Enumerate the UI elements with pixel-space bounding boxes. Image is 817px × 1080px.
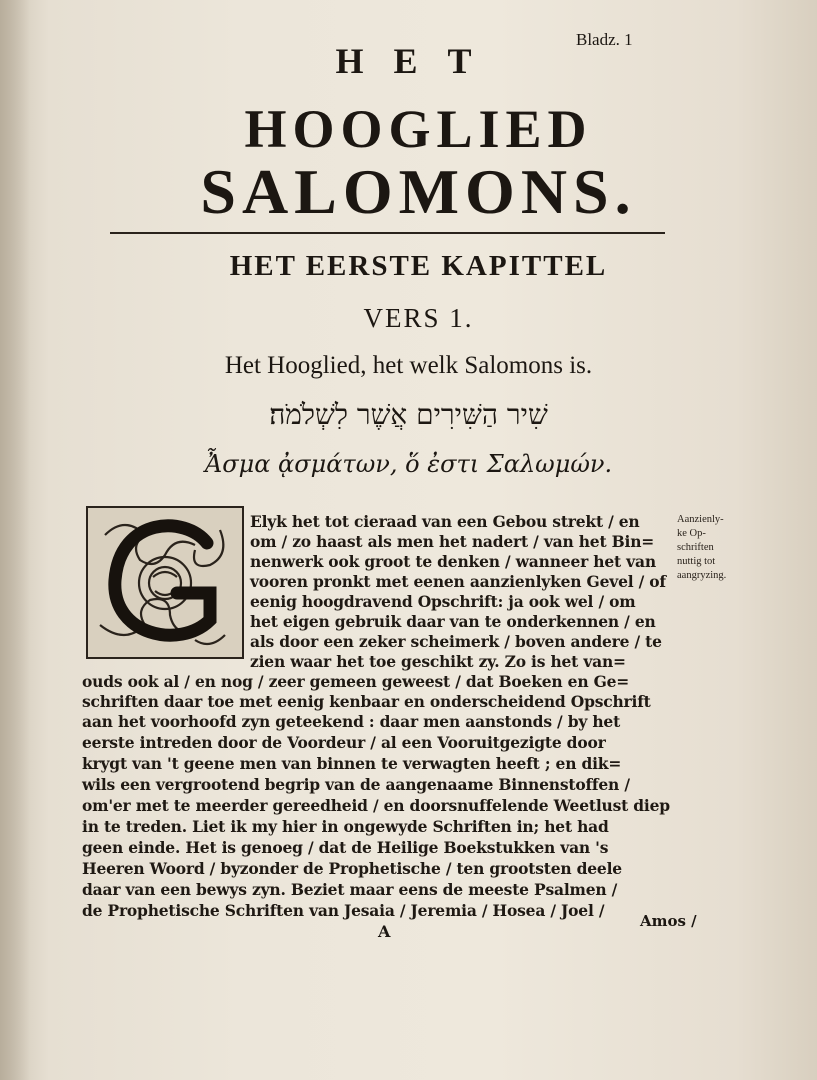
title-hooglied: HOOGLIED	[244, 99, 593, 159]
body-line: daar van een bewys zyn. Beziet maar eens de meeste Psalmen /	[82, 880, 618, 899]
body-line: als door een zeker scheimerk / boven andere / te	[250, 632, 662, 651]
body-line: zien waar het toe geschikt zy. Zo is het van=	[250, 652, 626, 671]
body-line: geen einde. Het is genoeg / dat de Heilige Boekstukken van 's	[82, 838, 609, 857]
signature-mark: A	[378, 922, 391, 941]
margin-note-line: aangryzing.	[677, 570, 727, 581]
body-line: aan het voorhoofd zyn geteekend : daar men aanstonds / by het	[82, 712, 621, 731]
body-line: ouds ook al / en nog / zeer gemeen geweest / dat Boeken en Ge=	[82, 672, 630, 691]
decorated-initial-g-icon	[85, 505, 245, 660]
body-line: eerste intreden door de Voordeur / al een Vooruitgezigte door	[82, 733, 606, 752]
verse-text-dutch: Het Hooglied, het welk Salomons is.	[224, 352, 593, 379]
margin-note-line: nuttig tot	[677, 556, 716, 567]
body-line: nenwerk ook groot te denken / wanneer het van	[250, 552, 656, 571]
body-line: wils een vergrootend begrip van de aangenaame Binnenstoffen /	[82, 775, 630, 794]
body-line: krygt van 't geene men van binnen te verwagten heeft ; en dik=	[82, 754, 622, 773]
margin-note-line: Aanzienly-	[677, 514, 724, 525]
body-line: om / zo haast als men het nadert / van het Bin=	[250, 532, 655, 551]
title-het: HET	[335, 41, 502, 81]
body-line: het eigen gebruik daar van te onderkennen / en	[250, 612, 656, 631]
chapter-heading: HET EERSTE KAPITTEL	[229, 250, 608, 282]
body-line: de Prophetische Schriften van Jesaia / Jeremia / Hosea / Joel /	[82, 901, 605, 920]
margin-note	[677, 513, 767, 583]
title-salomons: SALOMONS.	[200, 156, 637, 227]
verse-text-greek: Ἆσμα ᾀσμάτων, ὅ ἐστι Σαλωμών.	[204, 450, 613, 478]
body-line: in te treden. Liet ik my hier in ongewyde Schriften in; het had	[82, 817, 609, 836]
body-line: eenig hoogdravend Opschrift: ja ook wel / om	[250, 592, 636, 611]
body-line: Elyk het tot cieraad van een Gebou strekt / en	[250, 512, 640, 531]
margin-note-line: ke Op-	[677, 528, 706, 539]
title-rule	[110, 232, 665, 234]
catchword: Amos /	[640, 912, 697, 930]
page-number: Bladz. 1	[576, 30, 633, 49]
verse-heading: VERS 1.	[363, 303, 474, 333]
body-line: schriften daar toe met eenig kenbaar en onderscheidend Opschrift	[82, 692, 651, 711]
verse-text-hebrew: שִׁיר הַשִּׁירִים אֲשֶׁר לִשְׁלֹמֹה׃	[269, 398, 548, 431]
body-line: vooren pronkt met eenen aanzienlyken Gevel / of	[250, 572, 666, 591]
body-line: om'er met te meerder gereedheid / en doorsnuffelende Weetlust diep	[82, 796, 670, 815]
body-line: Heeren Woord / byzonder de Prophetische / ten grootsten deele	[82, 859, 622, 878]
margin-note-line: schriften	[677, 542, 714, 553]
